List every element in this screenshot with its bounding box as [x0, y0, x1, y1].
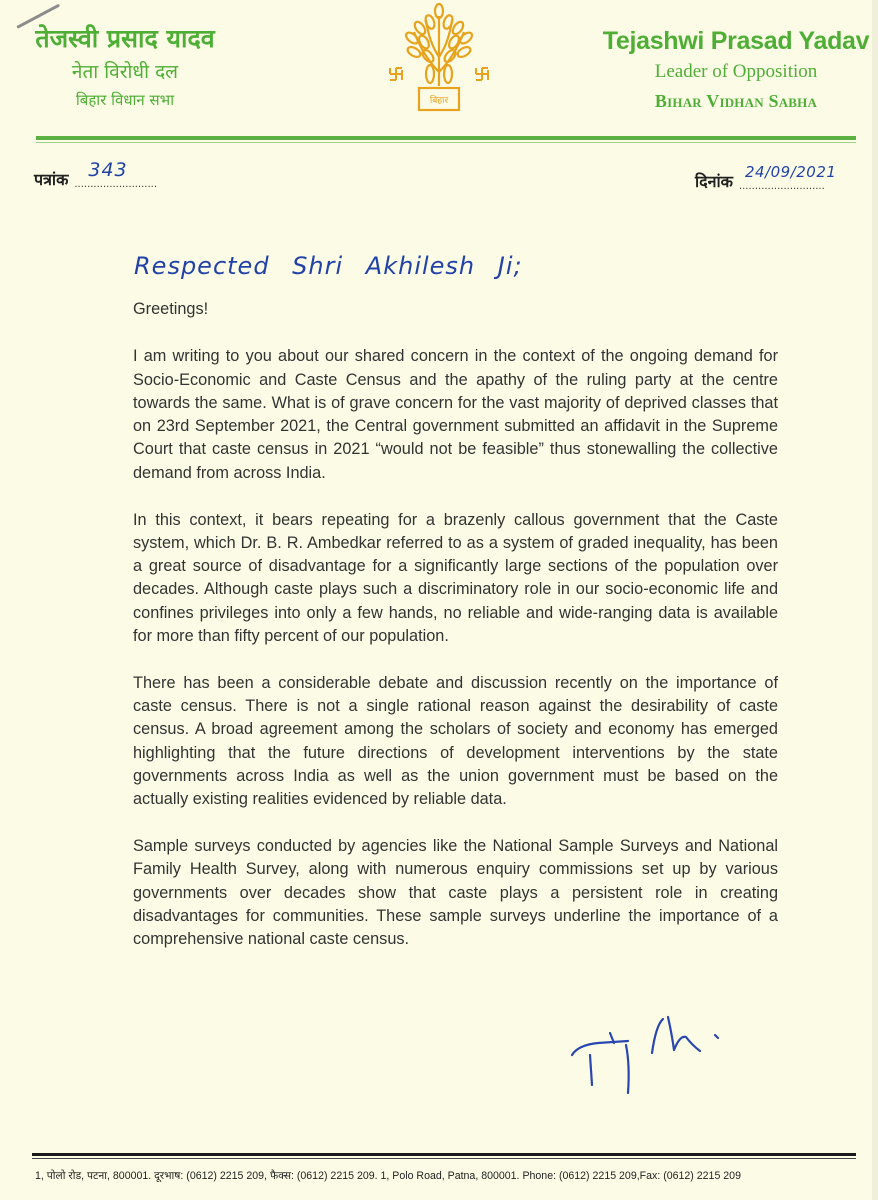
- letterhead-hindi-name: तेजस्वी प्रसाद यादव: [35, 24, 215, 53]
- bihar-emblem-logo: [384, 2, 494, 114]
- letterhead-hindi: [0, 24, 250, 112]
- letterhead-english-name: Tejashwi Prasad Yadav: [602, 27, 870, 55]
- reference-dotted-line: ..........................: [74, 179, 158, 190]
- paragraph-2: In this context, it bears repeating for a brazenly callous government that the Caste system, which Dr. B. R. Ambedkar referred to as a system of graded inequality, has been a great source of disadvantage for a significantly large sections of the population over decades. Although caste plays such a discriminatory role in our socio-economic life and confines privileges into only a few hands, no reliable and wide-ranging data is available for more than fifty percent of our population.: [133, 510, 778, 646]
- reference-number: 343: [88, 159, 128, 181]
- header-divider: [36, 136, 856, 140]
- letterhead-english-role: Leader of Opposition: [654, 61, 818, 82]
- reference-label: पत्रांक: [34, 170, 69, 189]
- page-edge-shadow: [872, 0, 878, 1200]
- date-label: दिनांक: [695, 172, 733, 191]
- date-field: [695, 162, 836, 192]
- footer-divider-thin: [32, 1158, 856, 1159]
- reference-number-field: [34, 160, 157, 190]
- date-entry: [739, 162, 836, 192]
- footer-divider: [32, 1153, 856, 1156]
- date-value: 24/09/2021: [744, 163, 837, 181]
- paragraph-4: Sample surveys conducted by agencies like the National Sample Surveys and National Family Health Survey, along with numerous enquiry commissions set up by various governments over decades show that caste plays a persistent role in creating disadvantages for communities. These sample surveys underline the importance of a comprehensive national caste census.: [133, 837, 778, 949]
- paragraph-3: There has been a considerable debate and discussion recently on the importance of caste census. There is not a single rational reason against the desirability of caste census. A broad agreement among the scholars of society and economy has emerged highlighting that the future directions of development interventions by the state governments across India as well as the union government must be based on the actually existing realities evidenced by reliable data.: [133, 673, 778, 809]
- paragraph-1: I am writing to you about our shared concern in the context of the ongoing demand for Socio-Economic and Caste Census and the apathy of the ruling party at the centre towards the same. What is of grave concern for the vast majority of deprived classes that on 23rd September 2021, the Central government submitted an affidavit in the Supreme Court that caste census in 2021 “would not be feasible” thus stonewalling the collective demand from across India.: [133, 347, 778, 482]
- date-dotted-line: ...........................: [738, 181, 825, 192]
- greeting: Greetings!: [133, 300, 209, 318]
- header-divider-thin: [36, 142, 856, 143]
- footer-address: 1, पोलो रोड, पटना, 800001. दूरभाष: (0612) 2215 209, फैक्स: (0612) 2215 209. 1, Polo Road, Patna, 800001. Phone: (0612) 2215 209,Fax: (0612) 2215 209: [35, 1170, 741, 1182]
- letterhead-english: [600, 25, 872, 113]
- letterhead-hindi-house: बिहार विधान सभा: [75, 91, 175, 109]
- salutation: Respected Shri Akhilesh Ji;: [134, 252, 523, 280]
- letterhead-hindi-role: नेता विरोधी दल: [71, 61, 179, 83]
- reference-entry: [74, 160, 157, 190]
- emblem-label: बिहार: [429, 96, 449, 106]
- signature: [568, 1005, 748, 1100]
- letter-body: [133, 298, 778, 975]
- letterhead-english-house: Bihar Vidhan Sabha: [654, 91, 818, 111]
